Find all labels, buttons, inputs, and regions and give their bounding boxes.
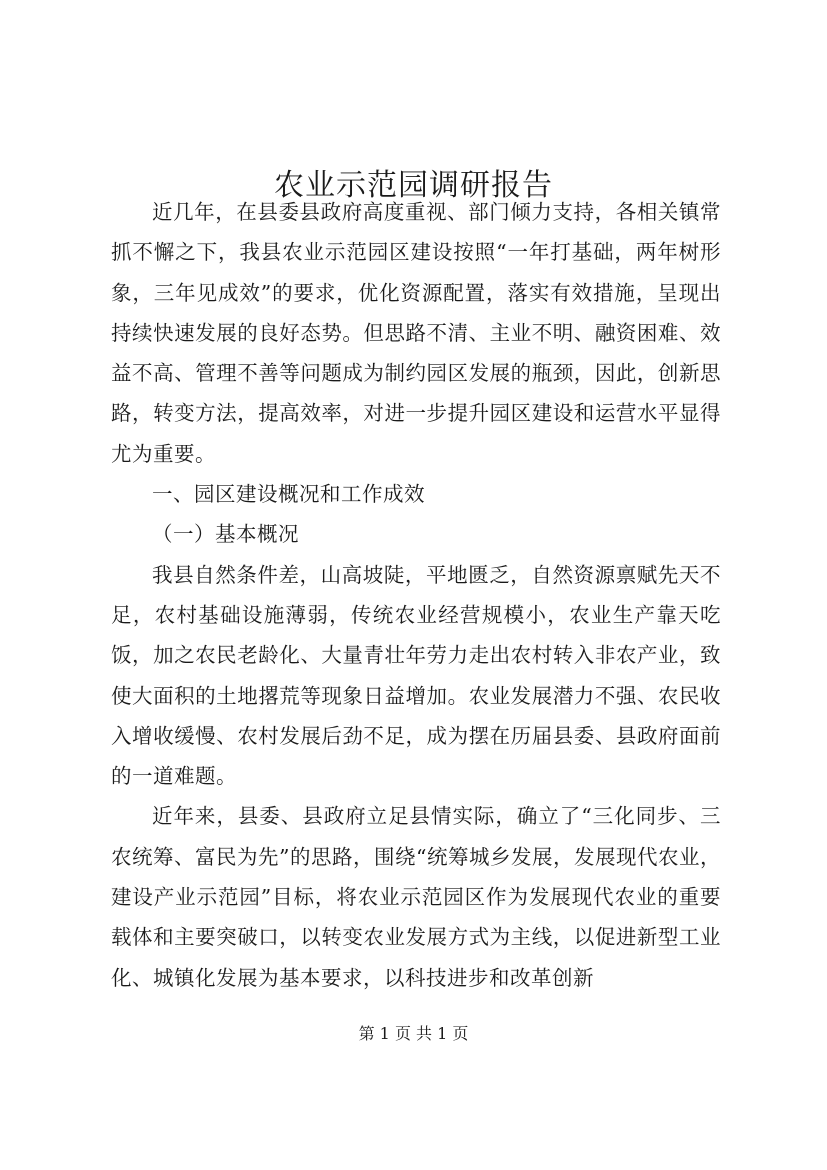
paragraph-recent-years: 近年来，县委、县政府立足县情实际，确立了“三化同步、三农统筹、富民为先”的思路，围绕“统筹城乡发展，发展现代农业，建设产业示范园”目标，将农业示范园区作为发展现代农业的重要载体和主要突破口，以转变农业发展方式为主线，以促进新型工业化、城镇化发展为基本要求，以科技进步和改革创新 xyxy=(111,804,721,990)
paragraph-basic-situation: 我县自然条件差，山高坡陡，平地匮乏，自然资源禀赋先天不足，农村基础设施薄弱，传统农业经营规模小，农业生产靠天吃饭，加之农民老龄化、大量青壮年劳力走出农村转入非农产业，致使大面积的土地撂荒等现象日益增加。农业发展潜力不强、农民收入增收缓慢、农村发展后劲不足，成为摆在历届县委、县政府面前的一道难题。 xyxy=(111,562,721,789)
document-body xyxy=(111,192,721,998)
document-title: 农业示范园调研报告 xyxy=(274,168,553,204)
subsection-heading-1: （一）基本概况 xyxy=(152,522,299,547)
section-heading-1: 一、园区建设概况和工作成效 xyxy=(152,482,425,507)
paragraph-intro: 近几年，在县委县政府高度重视、部门倾力支持，各相关镇常抓不懈之下，我县农业示范园区建设按照“一年打基础，两年树形象，三年见成效”的要求，优化资源配置，落实有效措施，呈现出持续快速发展的良好态势。但思路不清、主业不明、融资困难、效益不高、管理不善等问题成为制约园区发展的瓶颈，因此，创新思路，转变方法，提高效率，对进一步提升园区建设和运营水平显得尤为重要。 xyxy=(111,200,721,466)
page-number-footer: 第 1 页 共 1 页 xyxy=(358,1024,469,1043)
